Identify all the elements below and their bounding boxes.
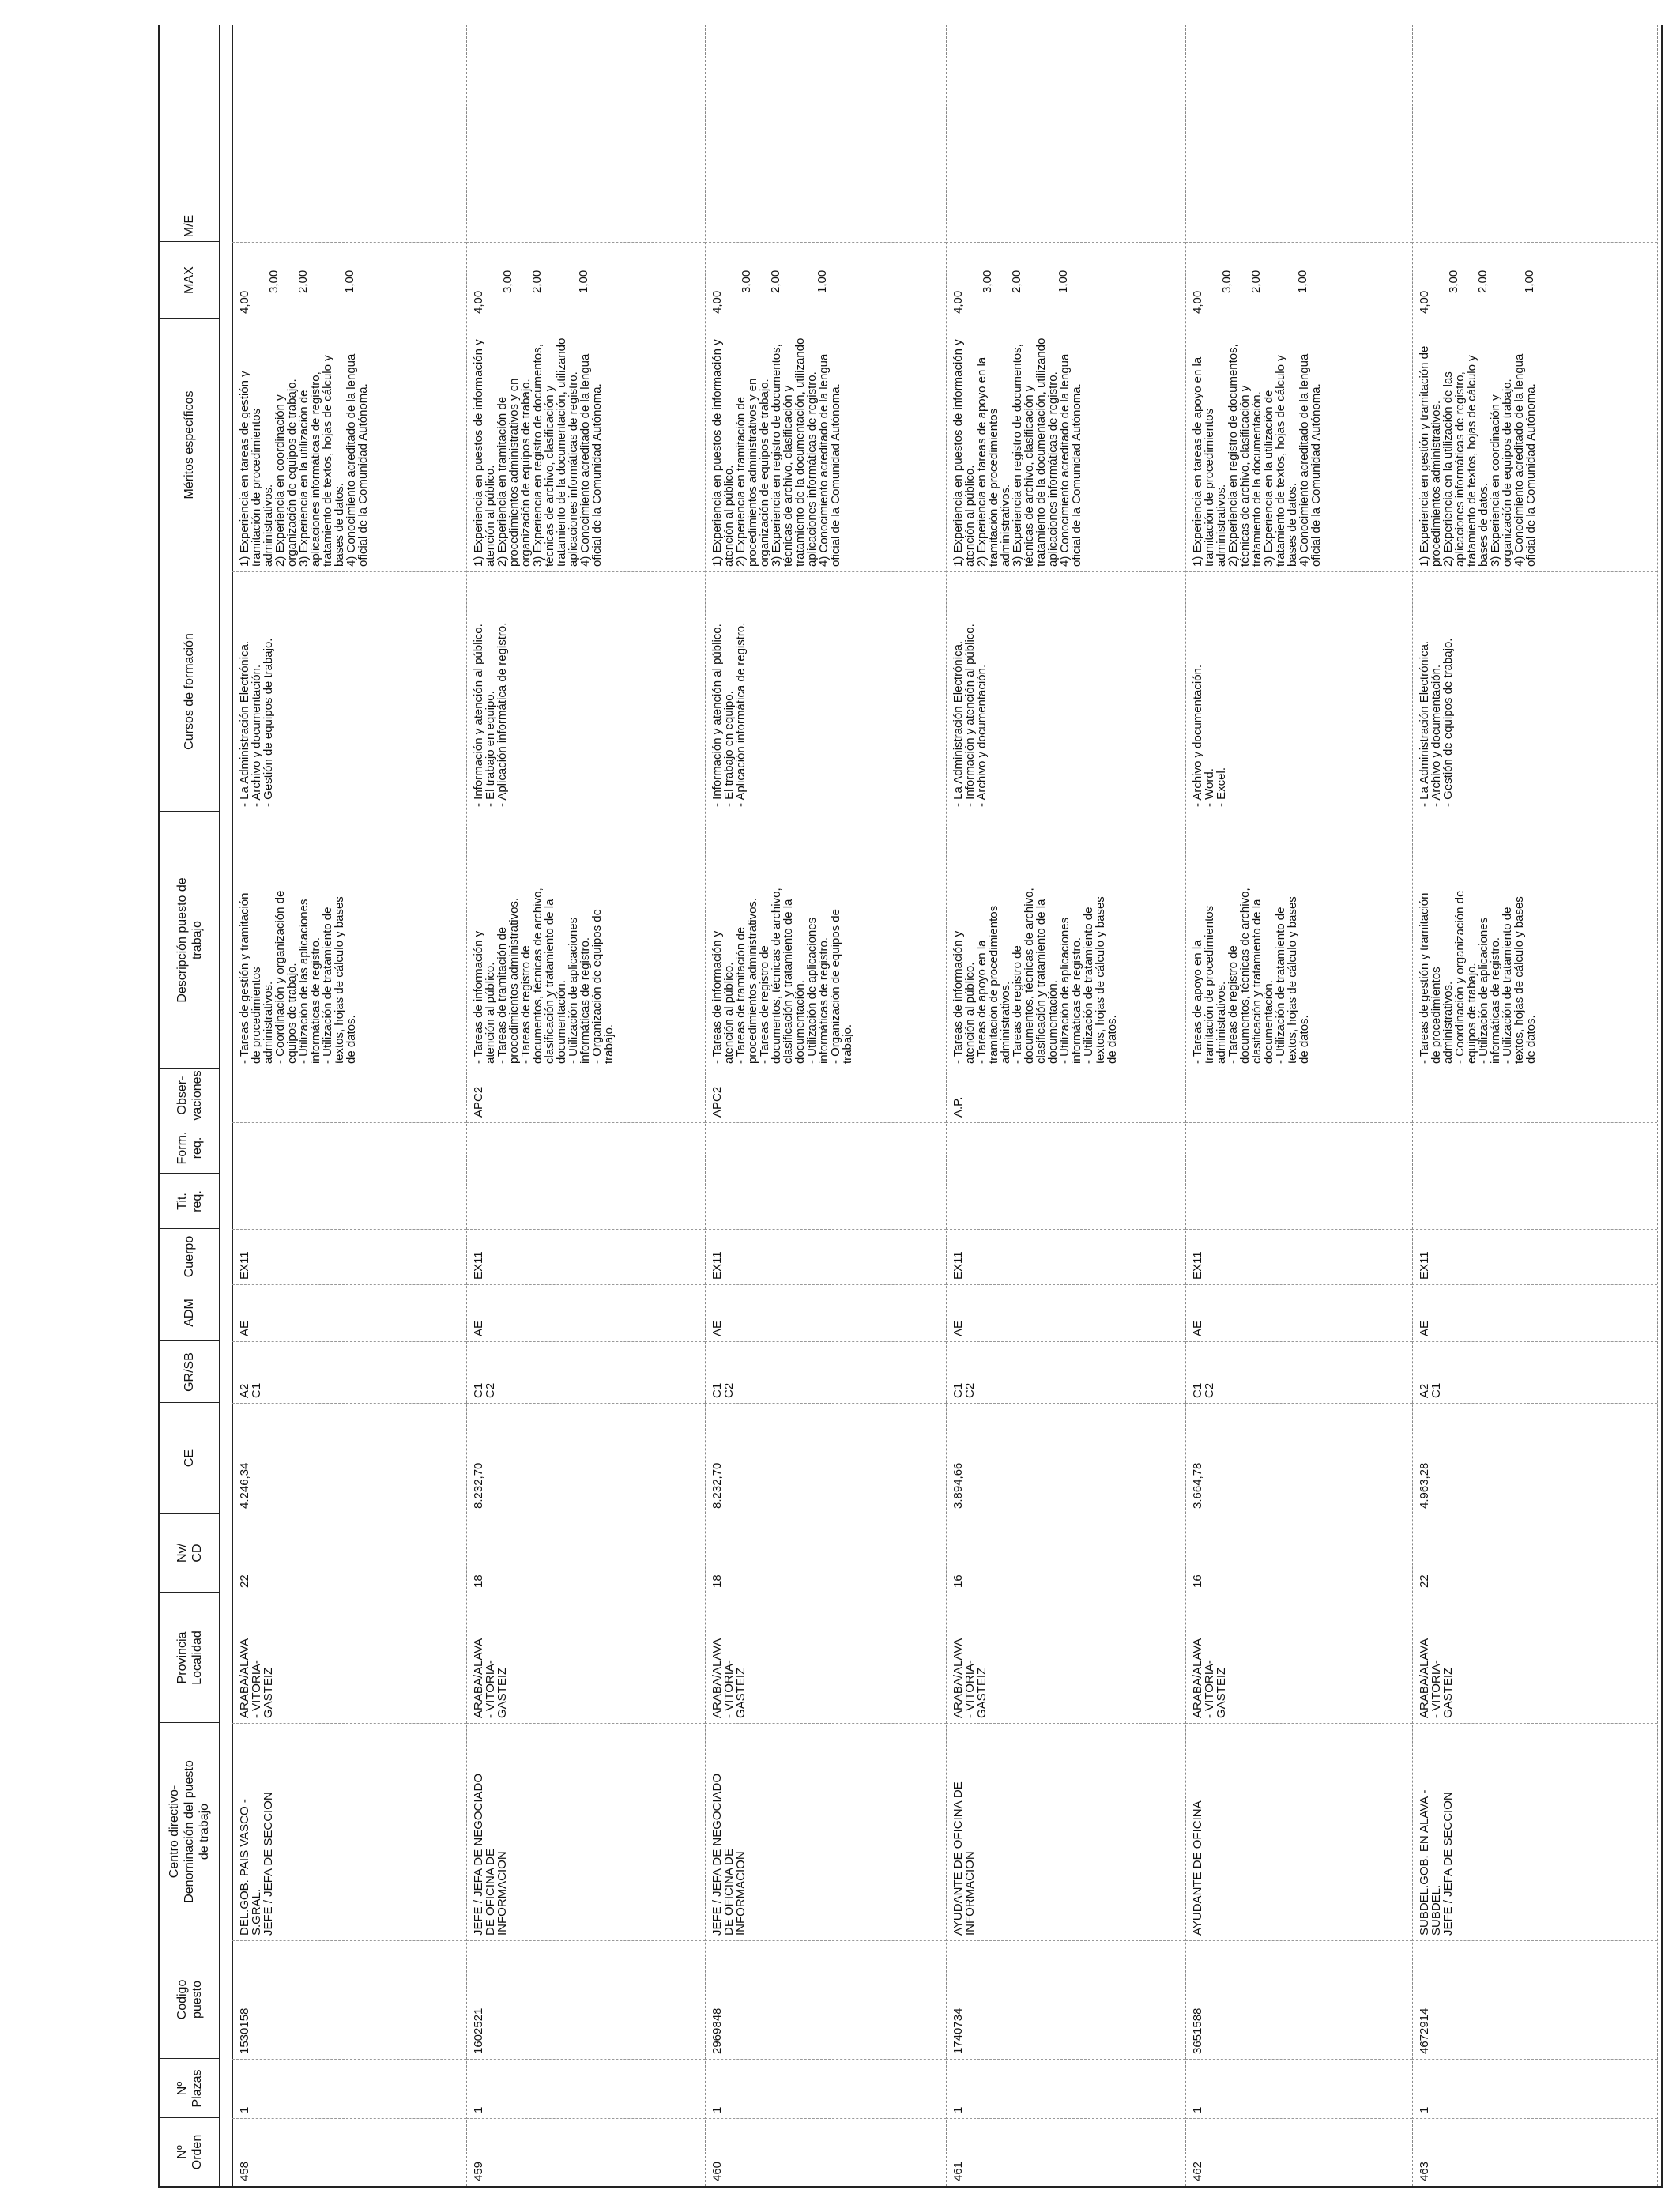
max-value: 4,00	[238, 290, 251, 314]
cell-form	[705, 1122, 946, 1174]
max-value: 2,00	[1249, 270, 1263, 293]
cell-codigo: 1740734	[946, 1940, 1185, 2059]
cell-ce: 4.963,28	[1412, 1403, 1657, 1514]
header-separator	[219, 25, 233, 2186]
max-value: 4,00	[710, 290, 724, 314]
cell-grsb: C1 C2	[1185, 1341, 1412, 1403]
cell-form	[946, 1122, 1185, 1174]
cell-ce: 3.664,78	[1185, 1403, 1412, 1514]
cell-max	[466, 242, 705, 319]
cell-meritos: 1) Experiencia en tareas de apoyo en la tramitación de procedimientos administrativos. 2) Experiencia en registro de documentos, técnicas de archivo, clasificación y tratamiento de la documentación. 3) Experiencia en la utilización de tratamiento de textos, hojas de cálculo y bases de datos. 4) Conocimiento acreditado de la lengua oficial de la Comunidad Autónoma.	[1185, 319, 1412, 571]
max-value: 1,00	[343, 270, 356, 293]
cell-meritos: 1) Experiencia en tareas de gestión y tramitación de procedimientos administrativos. 2) Experiencia en coordinación y organización de equipos de trabajo. 3) Experiencia en la utilización de aplicaciones informáticas de registro, tratamiento de textos, hojas de cálculo y bases de datos. 4) Conocimiento acreditado de la lengua oficial de la Comunidad Autónoma.	[232, 319, 466, 571]
table-row	[705, 25, 947, 2186]
cell-centro: DEL.GOB. PAIS VASCO - S.GRAL. JEFE / JEFA DE SECCION	[232, 1723, 466, 1940]
max-value: 4,00	[951, 290, 965, 314]
cell-provincia: ARABA/ALAVA - VITORIA- GASTEIZ	[1185, 1593, 1412, 1723]
cell-nivel: 16	[1185, 1514, 1412, 1593]
cell-codigo: 1530158	[232, 1940, 466, 2059]
cell-provincia: ARABA/ALAVA - VITORIA- GASTEIZ	[705, 1593, 946, 1723]
cell-grsb: C1 C2	[946, 1341, 1185, 1403]
cell-form	[232, 1122, 466, 1174]
cell-tit	[1412, 1174, 1657, 1229]
cell-cuerpo: EX11	[232, 1229, 466, 1284]
cell-meritos: 1) Experiencia en gestión y tramitación de procedimientos administrativos. 2) Experiencia en la utilización de las aplicaciones informáticas de registro, tratamiento de textos, hojas de cálculo y bases de datos. 3) Experiencia en coordinación y organización de equipos de trabajo. 4) Conocimiento acreditado de la lengua oficial de la Comunidad Autónoma.	[1412, 319, 1657, 571]
header-adm: ADM	[160, 1284, 219, 1341]
max-value: 2,00	[1010, 270, 1023, 293]
cell-grsb: A2 C1	[232, 1341, 466, 1403]
table-row	[1185, 25, 1413, 2186]
max-value: 4,00	[1191, 290, 1204, 314]
cell-me	[705, 210, 946, 242]
header-observaciones: Obser- vaciones	[160, 1068, 219, 1122]
cell-max	[232, 242, 466, 319]
cell-descripcion: - Tareas de información y atención al público. - Tareas de tramitación de procedimientos administrativos. - Tareas de registro de documentos, técnicas de archivo, clasificación y tratamiento de la documentación. - Utilización de aplicaciones informáticas de registro. - Organización de equipos de trabajo.	[705, 812, 946, 1069]
cell-ce: 8.232,70	[705, 1403, 946, 1514]
header-codigo: Codigo puesto	[160, 1940, 219, 2059]
cell-plazas: 1	[232, 2059, 466, 2118]
cell-nivel: 22	[1412, 1514, 1657, 1593]
cell-obs	[1185, 1069, 1412, 1122]
max-value: 2,00	[1476, 270, 1490, 293]
cell-centro: JEFE / JEFA DE NEGOCIADO DE OFICINA DE INFORMACION	[466, 1723, 705, 1940]
max-value: 2,00	[530, 270, 544, 293]
cell-cuerpo: EX11	[705, 1229, 946, 1284]
cell-me	[1412, 210, 1657, 242]
cell-plazas: 1	[466, 2059, 705, 2118]
cell-descripcion: - Tareas de apoyo en la tramitación de procedimientos administrativos. - Tareas de registro de documentos, técnicas de archivo, clasificación y tratamiento de la documentación. - Utilización de tratamiento de textos, hojas de cálculo y bases de datos.	[1185, 812, 1412, 1069]
max-value: 2,00	[769, 270, 782, 293]
cell-cursos: - Información y atención al público. - El trabajo en equipo. - Aplicación informática de registro.	[705, 571, 946, 812]
header-ce: CE	[160, 1402, 219, 1514]
header-meritos: Méritos específicos	[160, 318, 219, 571]
cell-me	[232, 210, 466, 242]
cell-nivel: 22	[232, 1514, 466, 1593]
cell-obs	[232, 1069, 466, 1122]
cell-tit	[466, 1174, 705, 1229]
cell-cursos: - Información y atención al público. - El trabajo en equipo. - Aplicación informática de registro.	[466, 571, 705, 812]
header-tit: Tit. req.	[160, 1173, 219, 1229]
header-cuerpo: Cuerpo	[160, 1228, 219, 1284]
cell-meritos: 1) Experiencia en puestos de información y atención al público. 2) Experiencia en tramitación de procedimientos administrativos y en organización de equipos de trabajo. 3) Experiencia en registro de documentos, técnicas de archivo, clasificación y tratamiento de la documentación, utilizando aplicaciones informáticas de registro. 4) Conocimiento acreditado de la lengua oficial de la Comunidad Autónoma.	[705, 319, 946, 571]
cell-form	[1185, 1122, 1412, 1174]
max-value: 1,00	[816, 270, 829, 293]
header-cursos: Cursos de formación	[160, 571, 219, 812]
header-centro: Centro directivo- Denominación del puesto de trabajo	[160, 1722, 219, 1940]
cell-me	[946, 210, 1185, 242]
table-row	[946, 25, 1186, 2186]
cell-adm: AE	[1412, 1284, 1657, 1341]
cell-cuerpo: EX11	[946, 1229, 1185, 1284]
cell-cuerpo: EX11	[1412, 1229, 1657, 1284]
cell-me	[1185, 210, 1412, 242]
cell-orden: 460	[705, 2118, 946, 2186]
cell-descripcion: - Tareas de gestión y tramitación de procedimientos administrativos. - Coordinación y organización de equipos de trabajo. - Utilización de aplicaciones informáticas de registro. - Utilización de tratamiento de textos, hojas de cálculo y bases de datos.	[1412, 812, 1657, 1069]
cell-tit	[232, 1174, 466, 1229]
cell-form	[466, 1122, 705, 1174]
cell-me	[466, 210, 705, 242]
cell-meritos: 1) Experiencia en puestos de información y atención al público. 2) Experiencia en tareas de apoyo en la tramitación de procedimientos administrativos. 3) Experiencia en registro de documentos, técnicas de archivo, clasificación y tratamiento de la documentación, utilizando aplicaciones informáticas de registro. 4) Conocimiento acreditado de la lengua oficial de la Comunidad Autónoma.	[946, 319, 1185, 571]
cell-tit	[705, 1174, 946, 1229]
cell-codigo: 2969848	[705, 1940, 946, 2059]
header-orden: Nº Orden	[160, 2117, 219, 2186]
cell-adm: AE	[232, 1284, 466, 1341]
max-value: 3,00	[267, 270, 281, 293]
cell-grsb: A2 C1	[1412, 1341, 1657, 1403]
cell-tit	[946, 1174, 1185, 1229]
cell-ce: 4.246,34	[232, 1403, 466, 1514]
cell-centro: AYUDANTE DE OFICINA DE INFORMACION	[946, 1723, 1185, 1940]
cell-max	[1412, 242, 1657, 319]
cell-nivel: 18	[705, 1514, 946, 1593]
cell-obs	[1412, 1069, 1657, 1122]
max-value: 3,00	[1220, 270, 1234, 293]
cell-ce: 8.232,70	[466, 1403, 705, 1514]
cell-grsb: C1 C2	[705, 1341, 946, 1403]
cell-nivel: 16	[946, 1514, 1185, 1593]
max-value: 3,00	[501, 270, 514, 293]
cell-plazas: 1	[705, 2059, 946, 2118]
header-descripcion: Descripción puesto de trabajo	[160, 811, 219, 1069]
cell-cursos: - La Administración Electrónica. - Archivo y documentación. - Gestión de equipos de trabajo.	[232, 571, 466, 812]
cell-ce: 3.894,66	[946, 1403, 1185, 1514]
cell-descripcion: - Tareas de gestión y tramitación de procedimientos administrativos. - Coordinación y organización de equipos de trabajo. - Utilización de las aplicaciones informáticas de registro. - Utilización de tratamiento de textos, hojas de cálculo y bases de datos.	[232, 812, 466, 1069]
max-value: 1,00	[1057, 270, 1070, 293]
max-value: 4,00	[472, 290, 485, 314]
header-me: M/E	[183, 214, 196, 238]
cell-orden: 459	[466, 2118, 705, 2186]
cell-grsb: C1 C2	[466, 1341, 705, 1403]
cell-obs: APC2	[466, 1069, 705, 1122]
header-provincia: Provincia Localidad	[160, 1592, 219, 1723]
cell-centro: AYUDANTE DE OFICINA	[1185, 1723, 1412, 1940]
cell-provincia: ARABA/ALAVA - VITORIA- GASTEIZ	[946, 1593, 1185, 1723]
header-nivel: Nv/ CD	[160, 1513, 219, 1593]
cell-provincia: ARABA/ALAVA - VITORIA- GASTEIZ	[232, 1593, 466, 1723]
header-max: MAX	[160, 241, 219, 319]
cell-codigo: 4672914	[1412, 1940, 1657, 2059]
max-value: 3,00	[1447, 270, 1460, 293]
table-row	[466, 25, 706, 2186]
cell-max	[1185, 242, 1412, 319]
cell-descripcion: - Tareas de información y atención al público. - Tareas de apoyo en la tramitación de procedimientos administrativos. - Tareas de registro de documentos, técnicas de archivo, clasificación y tratamiento de la documentación. - Utilización de aplicaciones informáticas de registro. - Utilización de tratamiento de textos, hojas de cálculo y bases de datos.	[946, 812, 1185, 1069]
header-row	[160, 25, 219, 2186]
cell-cuerpo: EX11	[1185, 1229, 1412, 1284]
max-value: 4,00	[1418, 290, 1431, 314]
header-plazas: Nº Plazas	[160, 2058, 219, 2118]
table-row	[232, 25, 467, 2186]
cell-adm: AE	[946, 1284, 1185, 1341]
cell-max	[946, 242, 1185, 319]
cell-centro: SUBDEL.GOB. EN ALAVA - SUBDEL. JEFE / JEFA DE SECCION	[1412, 1723, 1657, 1940]
header-form: Form. req.	[160, 1122, 219, 1174]
cell-centro: JEFE / JEFA DE NEGOCIADO DE OFICINA DE INFORMACION	[705, 1723, 946, 1940]
max-value: 1,00	[1296, 270, 1309, 293]
cell-adm: AE	[466, 1284, 705, 1341]
cell-form	[1412, 1122, 1657, 1174]
max-value: 1,00	[1523, 270, 1536, 293]
cell-codigo: 1602521	[466, 1940, 705, 2059]
cell-orden: 463	[1412, 2118, 1657, 2186]
cell-orden: 458	[232, 2118, 466, 2186]
cell-adm: AE	[705, 1284, 946, 1341]
max-value: 3,00	[981, 270, 994, 293]
cell-nivel: 18	[466, 1514, 705, 1593]
cell-codigo: 3651588	[1185, 1940, 1412, 2059]
cell-plazas: 1	[1412, 2059, 1657, 2118]
max-value: 3,00	[740, 270, 753, 293]
cell-descripcion: - Tareas de información y atención al público. - Tareas de tramitación de procedimientos administrativos. - Tareas de registro de documentos, técnicas de archivo, clasificación y tratamiento de la documentación. - Utilización de aplicaciones informáticas de registro. - Organización de equipos de trabajo.	[466, 812, 705, 1069]
cell-obs: A.P.	[946, 1069, 1185, 1122]
positions-table	[158, 25, 1663, 2188]
cell-cursos: - La Administración Electrónica. - Archivo y documentación. - Gestión de equipos de trabajo.	[1412, 571, 1657, 812]
max-value: 1,00	[577, 270, 590, 293]
max-value: 2,00	[296, 270, 310, 293]
cell-plazas: 1	[1185, 2059, 1412, 2118]
cell-adm: AE	[1185, 1284, 1412, 1341]
cell-obs: APC2	[705, 1069, 946, 1122]
cell-orden: 462	[1185, 2118, 1412, 2186]
cell-provincia: ARABA/ALAVA - VITORIA- GASTEIZ	[1412, 1593, 1657, 1723]
cell-orden: 461	[946, 2118, 1185, 2186]
cell-cuerpo: EX11	[466, 1229, 705, 1284]
header-grsb: GR/SB	[160, 1340, 219, 1403]
cell-tit	[1185, 1174, 1412, 1229]
cell-max	[705, 242, 946, 319]
cell-meritos: 1) Experiencia en puestos de información y atención al público. 2) Experiencia en tramitación de procedimientos administrativos y en organización de equipos de trabajo. 3) Experiencia en registro de documentos, técnicas de archivo, clasificación y tratamiento de la documentación, utilizando aplicaciones informáticas de registro. 4) Conocimiento acreditado de la lengua oficial de la Comunidad Autónoma.	[466, 319, 705, 571]
cell-provincia: ARABA/ALAVA - VITORIA- GASTEIZ	[466, 1593, 705, 1723]
cell-cursos: - Archivo y documentación. - Word. - Excel.	[1185, 571, 1412, 812]
cell-plazas: 1	[946, 2059, 1185, 2118]
cell-cursos: - La Administración Electrónica. - Información y atención al público. - Archivo y documentación.	[946, 571, 1185, 812]
table-row	[1412, 25, 1658, 2186]
